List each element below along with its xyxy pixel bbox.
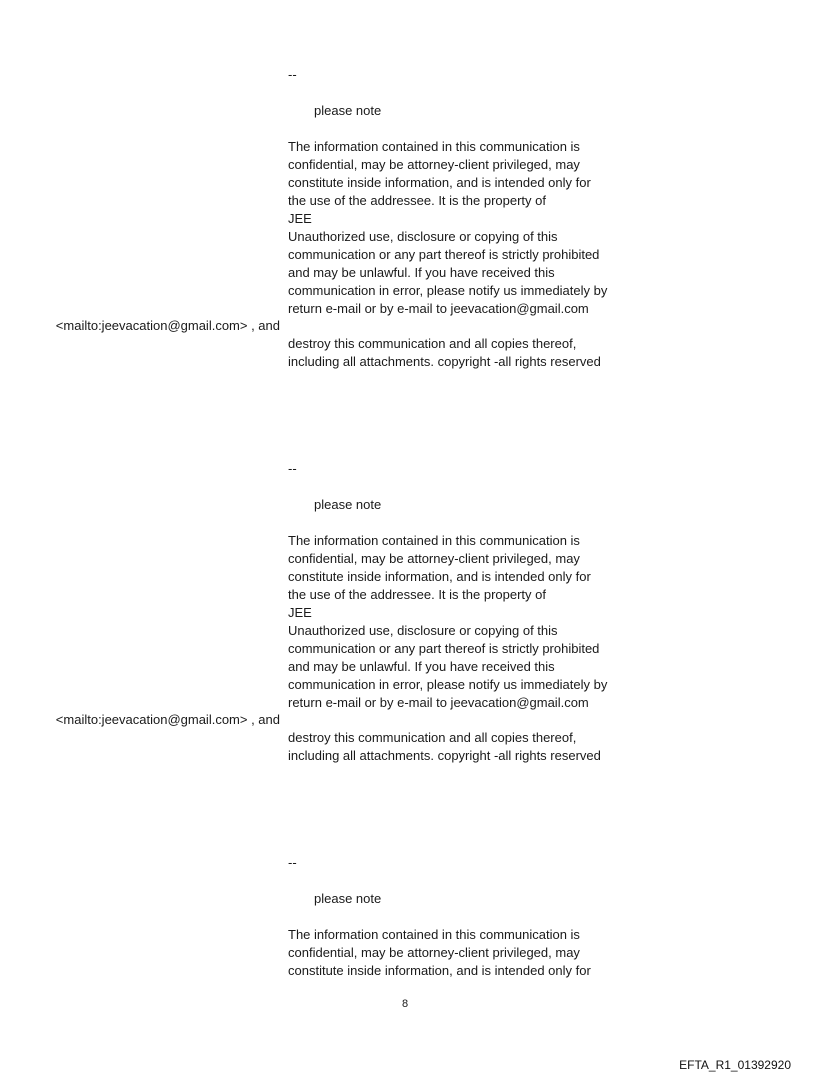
text-line: communication in error, please notify us immediately by [288, 677, 608, 692]
text-line: communication or any part thereof is strictly prohibited [288, 641, 600, 656]
please-note-heading: please note [314, 891, 382, 906]
text-line: destroy this communication and all copies thereof, [288, 730, 577, 745]
disclaimer-tail [288, 729, 601, 765]
text-line: confidential, may be attorney-client privileged, may [288, 551, 580, 566]
text-line: Unauthorized use, disclosure or copying of this [288, 623, 558, 638]
please-note-heading: please note [314, 497, 382, 512]
text-line: including all attachments. copyright -all rights reserved [288, 748, 601, 763]
text-line: the use of the addressee. It is the property of [288, 193, 546, 208]
separator: -- [288, 855, 297, 870]
mailto-link-text: <mailto:jeevacation@gmail.com> , and [55, 318, 280, 333]
text-line: and may be unlawful. If you have received this [288, 659, 555, 674]
disclaimer-paragraph [288, 532, 648, 712]
separator: -- [288, 461, 297, 476]
text-line: return e-mail or by e-mail to jeevacation@gmail.com [288, 301, 589, 316]
text-line: and may be unlawful. If you have received this [288, 265, 555, 280]
document-id: EFTA_R1_01392920 [679, 1058, 791, 1072]
text-line: The information contained in this communication is [288, 927, 580, 942]
disclaimer-tail [288, 335, 601, 371]
text-line: return e-mail or by e-mail to jeevacation@gmail.com [288, 695, 589, 710]
text-line: confidential, may be attorney-client privileged, may [288, 945, 580, 960]
page-number: 8 [402, 998, 409, 1010]
please-note-heading: please note [314, 103, 382, 118]
text-line: including all attachments. copyright -all rights reserved [288, 354, 601, 369]
text-line: communication in error, please notify us immediately by [288, 283, 608, 298]
text-line: destroy this communication and all copies thereof, [288, 336, 577, 351]
text-line: The information contained in this communication is [288, 533, 580, 548]
separator: -- [288, 67, 297, 82]
text-line: constitute inside information, and is intended only for [288, 175, 591, 190]
disclaimer-paragraph [288, 926, 648, 980]
text-line: Unauthorized use, disclosure or copying of this [288, 229, 558, 244]
text-line: The information contained in this communication is [288, 139, 580, 154]
text-line: constitute inside information, and is intended only for [288, 963, 591, 978]
mailto-link-text: <mailto:jeevacation@gmail.com> , and [55, 712, 280, 727]
text-line: constitute inside information, and is intended only for [288, 569, 591, 584]
text-line: confidential, may be attorney-client privileged, may [288, 157, 580, 172]
text-line: JEE [288, 211, 312, 226]
text-line: communication or any part thereof is strictly prohibited [288, 247, 600, 262]
text-line: the use of the addressee. It is the property of [288, 587, 546, 602]
text-line: JEE [288, 605, 312, 620]
disclaimer-paragraph [288, 138, 648, 318]
